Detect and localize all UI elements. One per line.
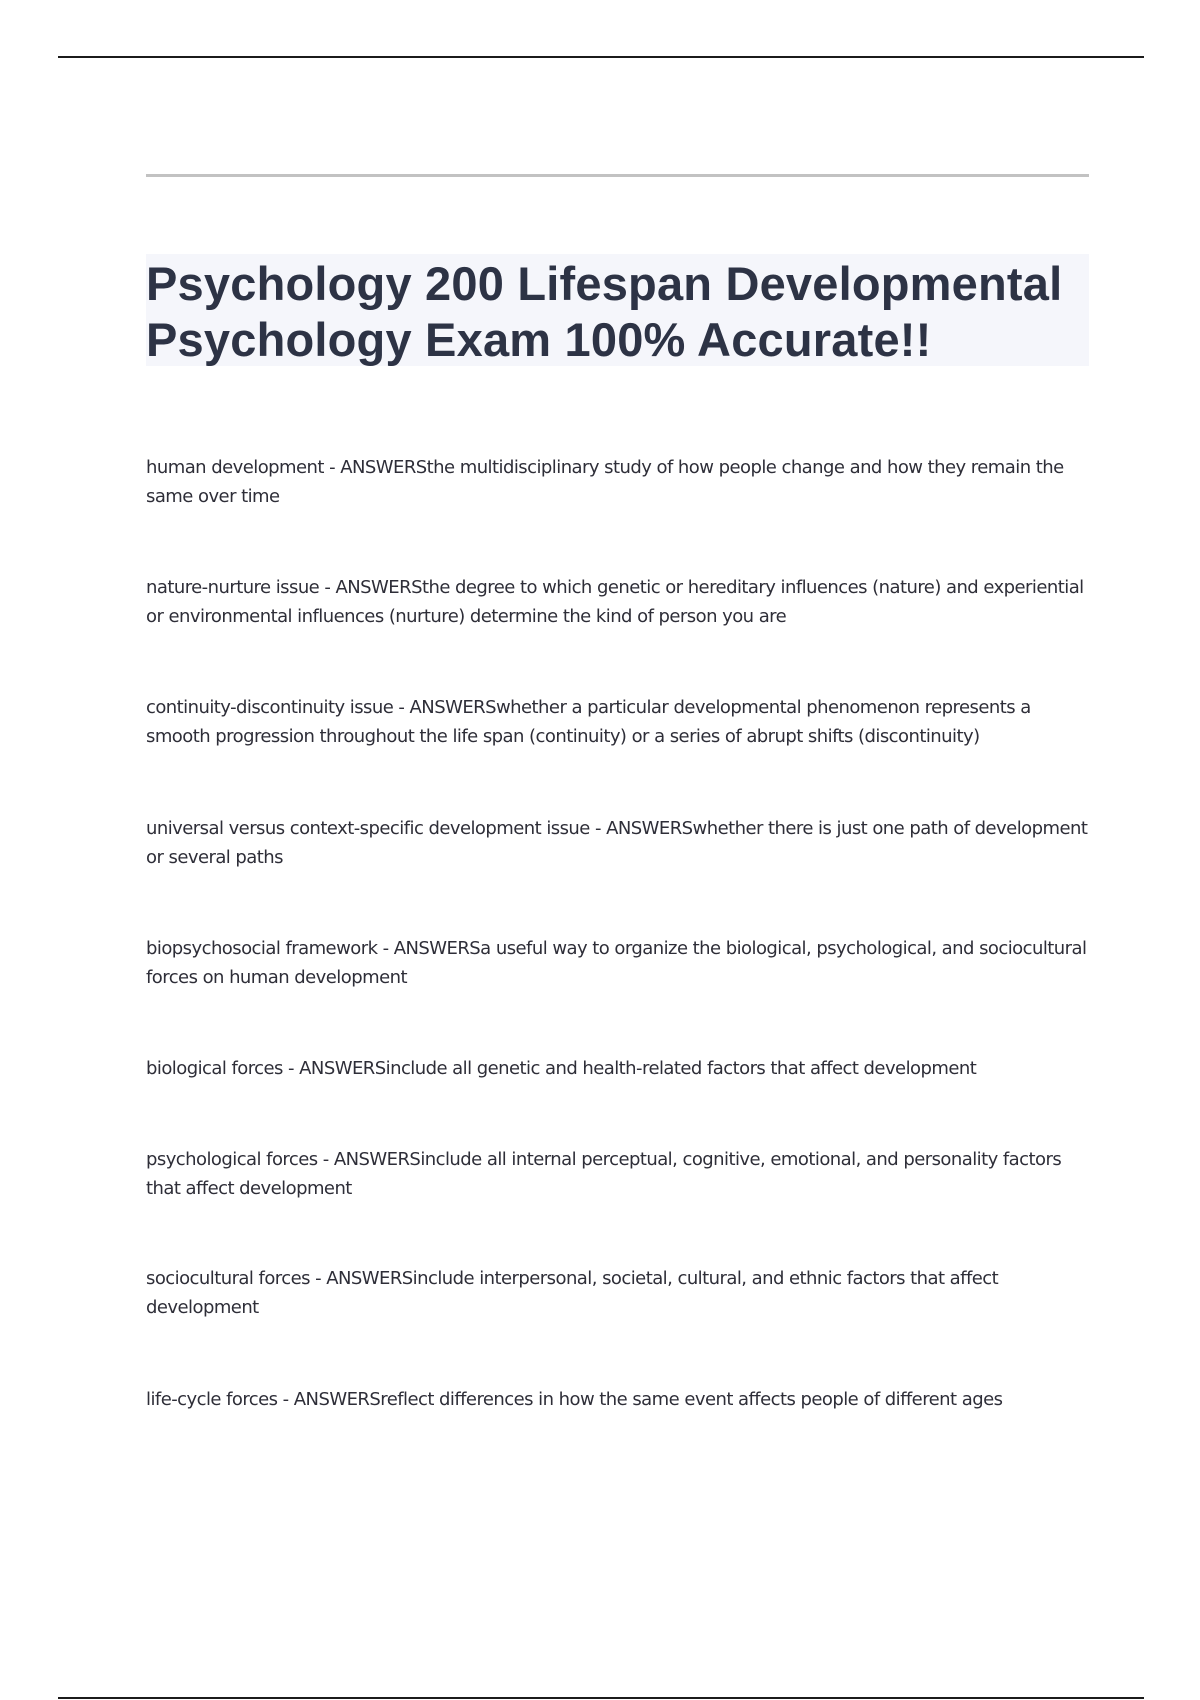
flashcard-entry: life-cycle forces - ANSWERSreflect differences in how the same event affects people of different ages: [146, 1389, 1003, 1410]
page-bottom-rule: [58, 1697, 1144, 1699]
flashcard-entry: biological forces - ANSWERSinclude all genetic and health-related factors that affect development: [146, 1058, 977, 1079]
flashcard-entry: nature-nurture issue - ANSWERSthe degree to which genetic or hereditary influences (nature) and experiential or environmental influences (nurture) determine the kind of person you are: [146, 577, 1084, 627]
flashcard-entry: universal versus context-specific development issue - ANSWERSwhether there is just one path of development or several paths: [146, 818, 1088, 868]
title-line-2: Psychology Exam 100% Accurate!!: [146, 313, 932, 366]
flashcard-entry: sociocultural forces - ANSWERSinclude interpersonal, societal, cultural, and ethnic factors that affect development: [146, 1268, 999, 1318]
flashcard-entry: human development - ANSWERSthe multidisciplinary study of how people change and how they remain the same over time: [146, 457, 1064, 507]
page-top-rule: [58, 56, 1144, 58]
title-divider: [146, 174, 1089, 177]
title-line-1: Psychology 200 Lifespan Developmental: [146, 257, 1063, 310]
document-title: [146, 254, 1089, 366]
flashcard-entry: psychological forces - ANSWERSinclude all internal perceptual, cognitive, emotional, and personality factors that affect development: [146, 1149, 1062, 1199]
flashcard-entry: biopsychosocial framework - ANSWERSa useful way to organize the biological, psychological, and sociocultural forces on human development: [146, 938, 1087, 988]
flashcard-entry: continuity-discontinuity issue - ANSWERSwhether a particular developmental phenomenon represents a smooth progression throughout the life span (continuity) or a series of abrupt shifts (discontinuity): [146, 697, 1031, 747]
